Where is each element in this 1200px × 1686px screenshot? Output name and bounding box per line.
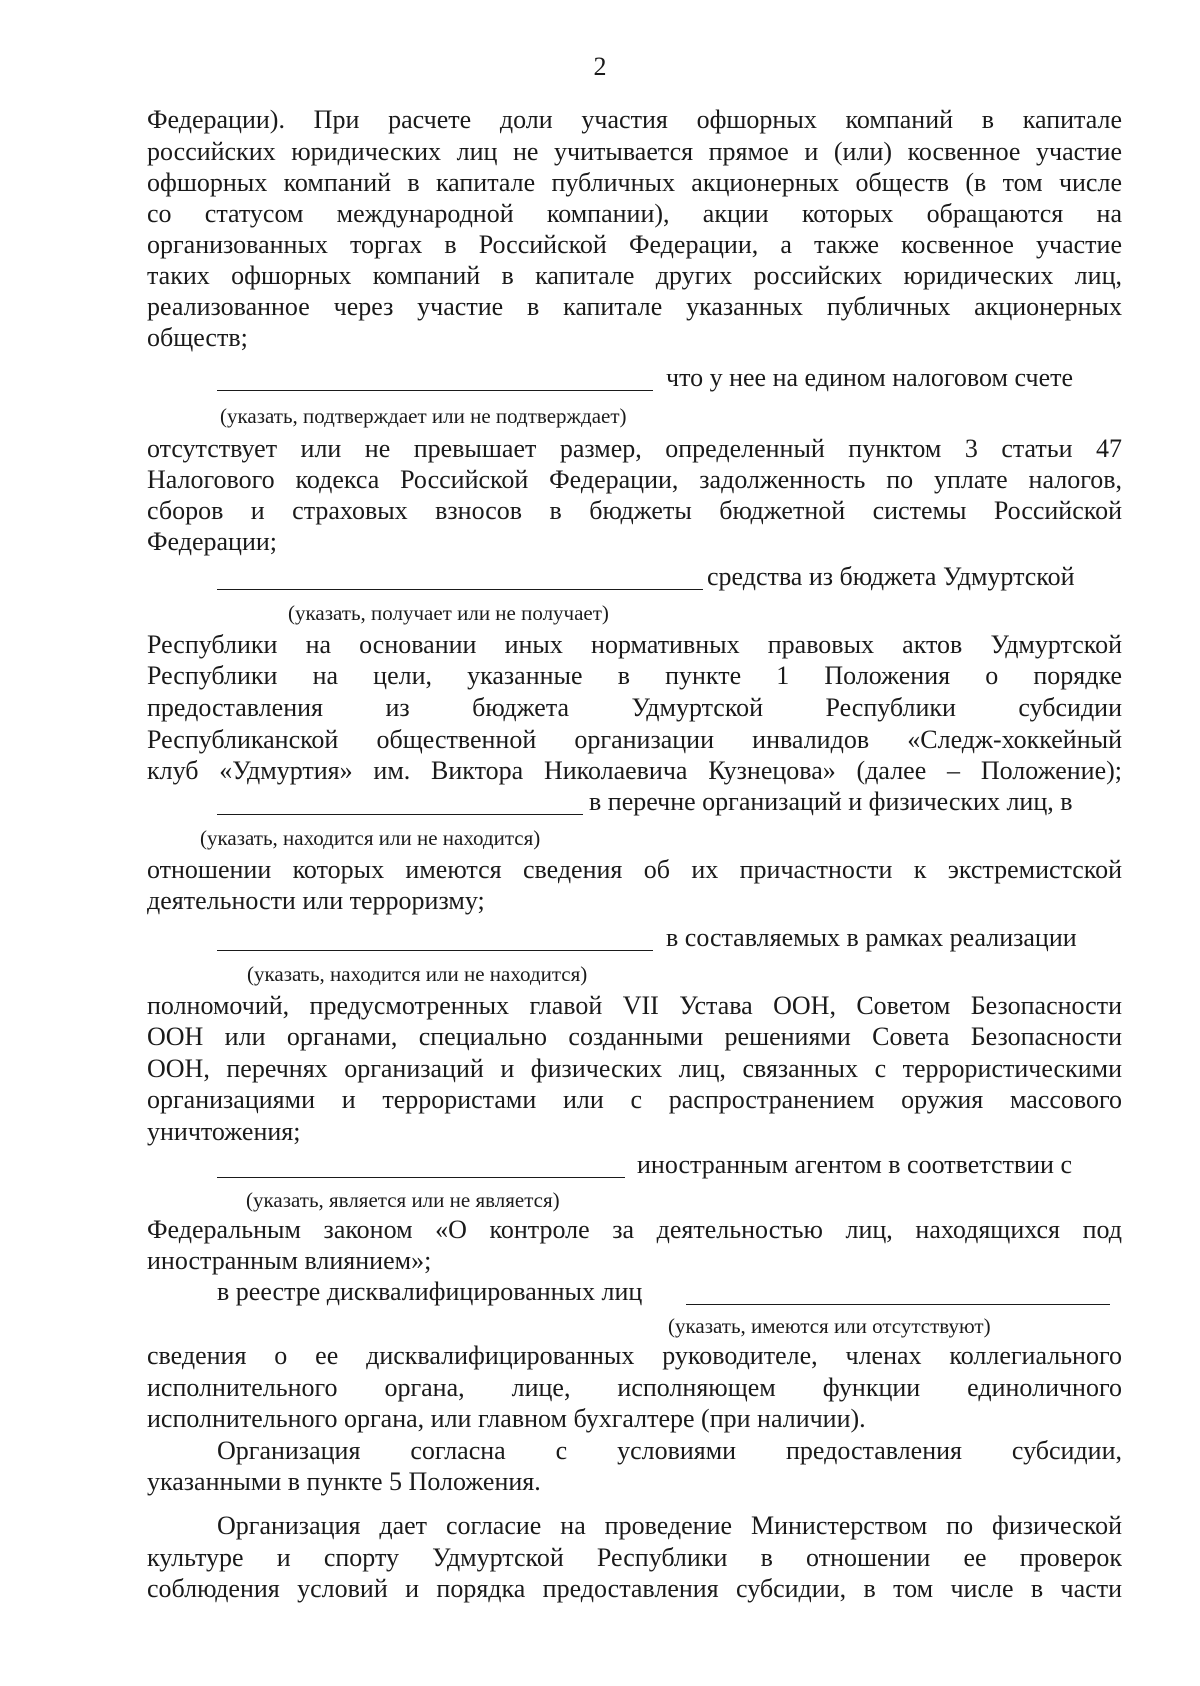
page-number: 2 [593, 52, 607, 81]
text-line: деятельности или терроризму; [147, 886, 485, 915]
text-line: Организация согласна с условиями предоставления субсидии, [217, 1436, 1122, 1465]
blank-trailing-text: в составляемых в рамках реализации [666, 923, 1077, 952]
text-line: сборов и страховых взносов в бюджеты бюджетной системы Российской [147, 496, 1122, 525]
text-line: реализованное через участие в капитале указанных публичных акционерных [147, 292, 1122, 321]
text-line: российских юридических лиц не учитывается прямое и (или) косвенное участие [147, 137, 1122, 166]
blank-caption: (указать, находится или не находится) [200, 826, 541, 850]
text-line: исполнительного органа, или главном бухгалтере (при наличии). [147, 1404, 866, 1433]
text-line: отношении которых имеются сведения об их причастности к экстремистской [147, 855, 1122, 884]
text-line: Республики на цели, указанные в пункте 1 Положения о порядке [147, 661, 1122, 690]
blank-trailing-text: иностранным агентом в соответствии с [637, 1150, 1073, 1179]
text-line: отсутствует или не превышает размер, определенный пунктом 3 статьи 47 [147, 434, 1122, 463]
blank-caption: (указать, находится или не находится) [247, 962, 588, 986]
fill-in-blank-disqualified[interactable] [686, 1304, 1110, 1305]
text-line: Федерации). При расчете доли участия офшорных компаний в капитале [147, 105, 1122, 134]
text-line: клуб «Удмуртия» им. Виктора Николаевича Кузнецова» (далее – Положение); [147, 756, 1122, 785]
text-line: ООН или органами, специально созданными решениями Совета Безопасности [147, 1022, 1122, 1051]
blank-trailing-text: средства из бюджета Удмуртской [707, 562, 1075, 591]
text-line: таких офшорных компаний в капитале других российских юридических лиц, [147, 261, 1122, 290]
blank-trailing-text: в перечне организаций и физических лиц, в [589, 787, 1073, 816]
text-line: со статусом международной компании), акции которых обращаются на [147, 199, 1122, 228]
text-line: указанными в пункте 5 Положения. [147, 1467, 541, 1496]
text-line: организациями и террористами или с распространением оружия массового [147, 1085, 1122, 1114]
fill-in-blank-un[interactable] [217, 950, 653, 951]
text-line: исполнительного органа, лице, исполняющем функции единоличного [147, 1373, 1122, 1402]
blank-caption: (указать, подтверждает или не подтверждает) [220, 404, 627, 428]
fill-in-blank-budget[interactable] [217, 589, 703, 590]
text-line: уничтожения; [147, 1117, 301, 1146]
text-line: организованных торгах в Российской Федерации, а также косвенное участие [147, 230, 1122, 259]
text-line: ООН, перечнях организаций и физических лиц, связанных с террористическими [147, 1054, 1122, 1083]
text-line: полномочий, предусмотренных главой VII Устава ООН, Советом Безопасности [147, 991, 1122, 1020]
text-line: Налогового кодекса Российской Федерации, задолженность по уплате налогов, [147, 465, 1122, 494]
text-line: обществ; [147, 323, 248, 352]
text-line: Организация дает согласие на проведение Министерством по физической [217, 1511, 1122, 1540]
fill-in-blank-agent[interactable] [217, 1177, 625, 1178]
text-line: иностранным влиянием»; [147, 1246, 432, 1275]
text-line: предоставления из бюджета Удмуртской Республики субсидии [147, 693, 1122, 722]
text-line: Федерации; [147, 527, 278, 556]
text-line: сведения о ее дисквалифицированных руководителе, членах коллегиального [147, 1341, 1122, 1370]
blank-caption: (указать, получает или не получает) [288, 601, 609, 625]
text-line: соблюдения условий и порядка предоставления субсидии, в том числе в части [147, 1574, 1122, 1603]
text-line: культуре и спорту Удмуртской Республики в отношении ее проверок [147, 1543, 1122, 1572]
text-line: Федеральным законом «О контроле за деятельностью лиц, находящихся под [147, 1215, 1122, 1244]
blank-trailing-text: что у нее на едином налоговом счете [666, 363, 1074, 392]
blank-caption: (указать, имеются или отсутствуют) [668, 1314, 991, 1338]
text-line: офшорных компаний в капитале публичных акционерных обществ (в том числе [147, 168, 1122, 197]
blank-leading-text: в реестре дисквалифицированных лиц [217, 1277, 643, 1306]
fill-in-blank-extremism[interactable] [217, 814, 583, 815]
blank-caption: (указать, является или не является) [246, 1188, 560, 1212]
fill-in-blank-tax[interactable] [217, 390, 653, 391]
text-line: Республиканской общественной организации инвалидов «Следж-хоккейный [147, 725, 1122, 754]
text-line: Республики на основании иных нормативных правовых актов Удмуртской [147, 630, 1122, 659]
